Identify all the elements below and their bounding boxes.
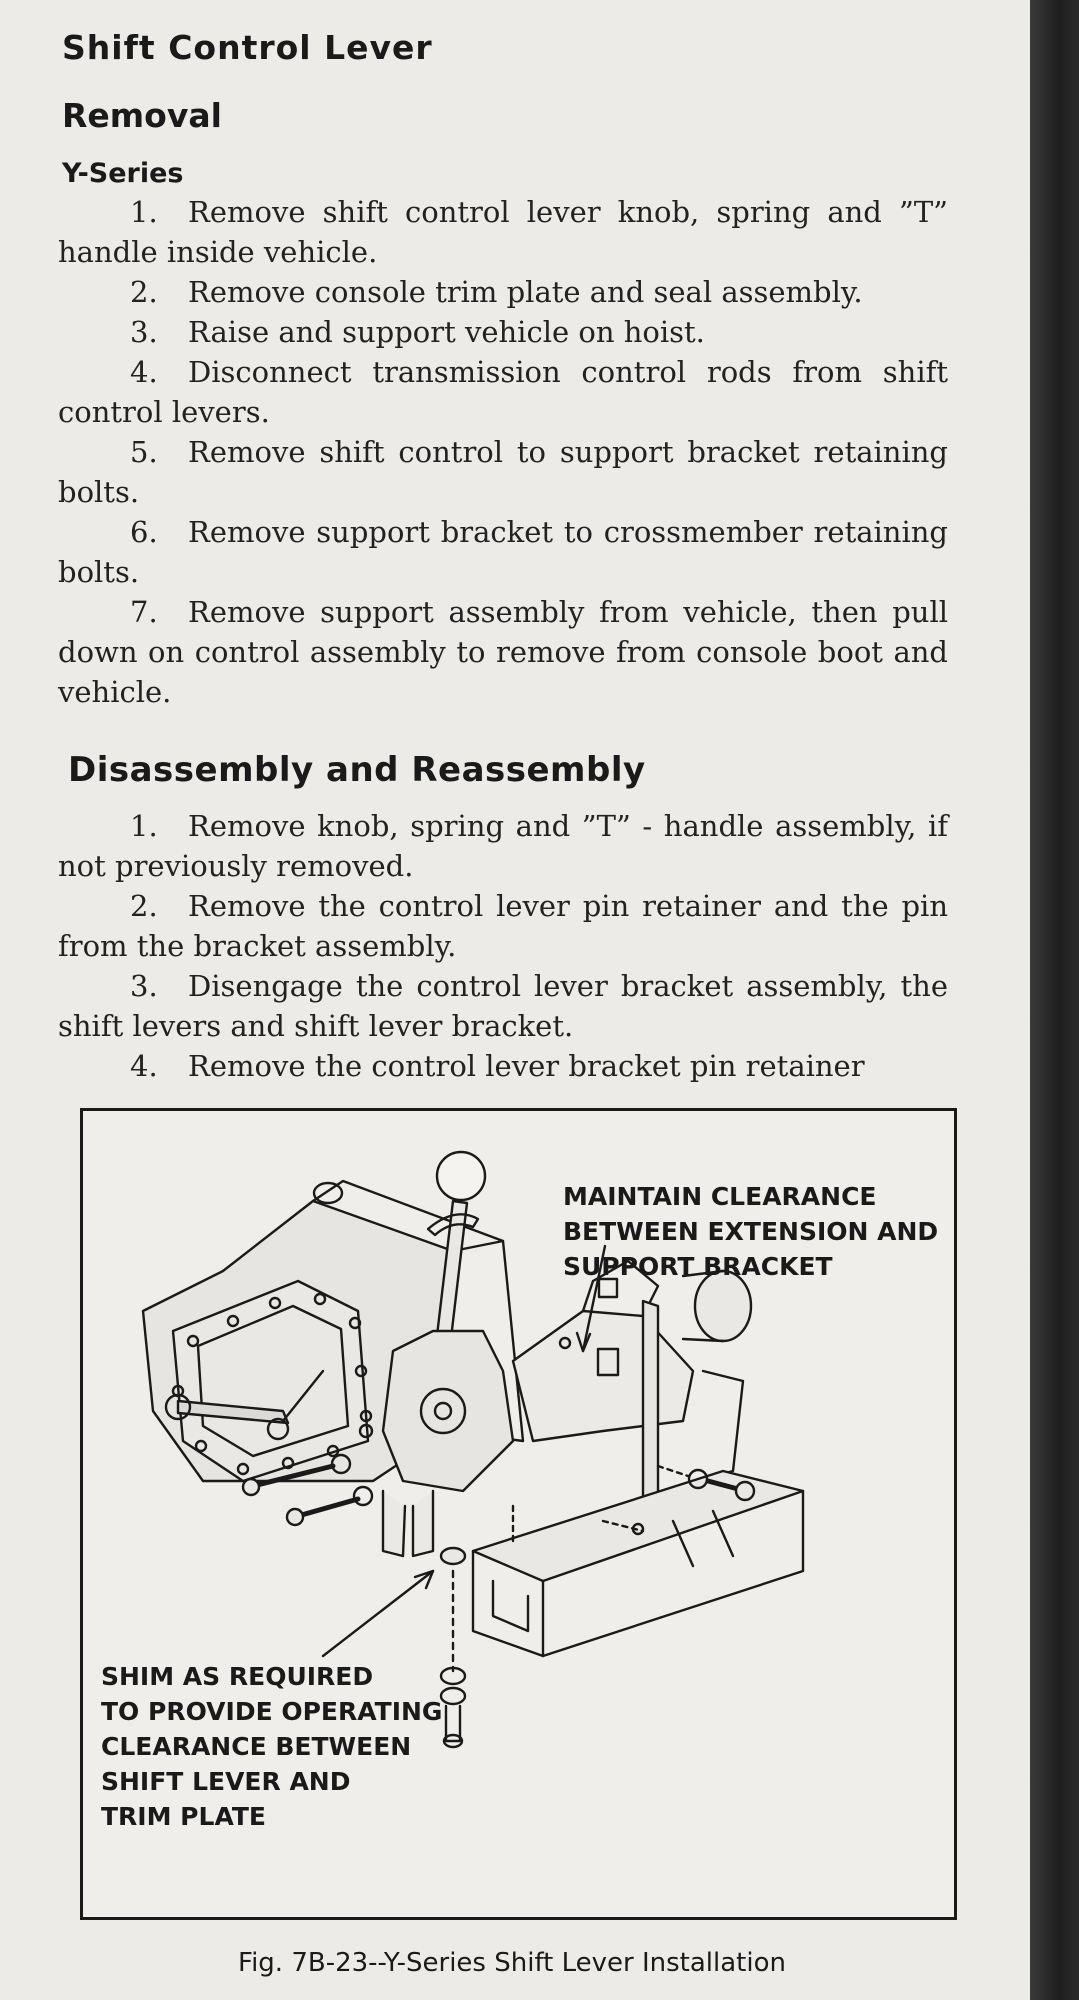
step-text: Remove support assembly from vehicle, then pull down on control assembly to remove from console boot and vehicle. bbox=[58, 595, 948, 709]
step-text: Remove the control lever bracket pin retainer bbox=[188, 1049, 865, 1083]
step-number: 1. bbox=[130, 809, 158, 843]
disassembly-heading: Disassembly and Reassembly bbox=[68, 750, 646, 790]
step-text: Remove knob, spring and ”T” - handle assembly, if not previously removed. bbox=[58, 809, 948, 883]
removal-heading: Removal bbox=[62, 96, 222, 135]
list-item bbox=[58, 886, 948, 966]
step-text: Disconnect transmission control rods from shift control levers. bbox=[58, 355, 948, 429]
step-text: Raise and support vehicle on hoist. bbox=[188, 315, 705, 349]
list-item bbox=[58, 592, 948, 712]
step-number: 2. bbox=[130, 275, 158, 309]
list-item bbox=[58, 312, 948, 352]
step-number: 3. bbox=[130, 315, 158, 349]
list-item bbox=[58, 272, 948, 312]
figure-caption: Fig. 7B-23--Y-Series Shift Lever Installation bbox=[238, 1948, 786, 1978]
step-number: 4. bbox=[130, 355, 158, 389]
page-edge-shadow bbox=[1030, 0, 1079, 2000]
step-text: Remove shift control to support bracket retaining bolts. bbox=[58, 435, 948, 509]
step-number: 5. bbox=[130, 435, 158, 469]
figure-frame bbox=[80, 1108, 957, 1920]
series-subheading: Y-Series bbox=[62, 158, 184, 189]
list-item bbox=[58, 966, 948, 1046]
list-item bbox=[58, 432, 948, 512]
list-item bbox=[58, 512, 948, 592]
step-number: 7. bbox=[130, 595, 158, 629]
list-item bbox=[58, 192, 948, 272]
list-item bbox=[58, 352, 948, 432]
shim-callout: SHIM AS REQUIRED TO PROVIDE OPERATING CLEARANCE BETWEEN SHIFT LEVER AND TRIM PLATE bbox=[101, 1662, 443, 1831]
step-text: Remove support bracket to crossmember retaining bolts. bbox=[58, 515, 948, 589]
disassembly-steps-list bbox=[58, 806, 948, 1086]
step-text: Remove shift control lever knob, spring and ”T” handle inside vehicle. bbox=[58, 195, 948, 269]
step-number: 2. bbox=[130, 889, 158, 923]
step-number: 6. bbox=[130, 515, 158, 549]
step-number: 1. bbox=[130, 195, 158, 229]
step-text: Disengage the control lever bracket assembly, the shift levers and shift lever bracket. bbox=[58, 969, 948, 1043]
removal-steps-list bbox=[58, 192, 948, 712]
list-item bbox=[58, 1046, 948, 1086]
list-item bbox=[58, 806, 948, 886]
step-text: Remove console trim plate and seal assembly. bbox=[188, 275, 863, 309]
section-title: Shift Control Lever bbox=[62, 28, 433, 67]
step-text: Remove the control lever pin retainer and the pin from the bracket assembly. bbox=[58, 889, 948, 963]
step-number: 3. bbox=[130, 969, 158, 1003]
step-number: 4. bbox=[130, 1049, 158, 1083]
clearance-callout: MAINTAIN CLEARANCE BETWEEN EXTENSION AND SUPPORT BRACKET bbox=[563, 1182, 939, 1281]
